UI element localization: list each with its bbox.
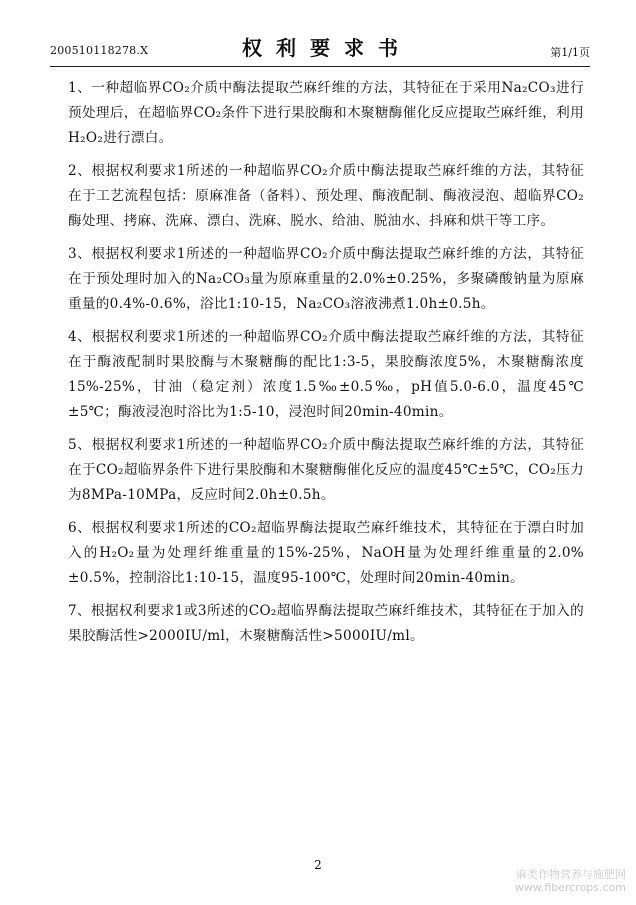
page-label: 第1/1页: [550, 46, 590, 59]
claim-5: 5、根据权利要求1所述的一种超临界CO₂介质中酶法提取苎麻纤维的方法，其特征在于CO₂超临界条件下进行果胶酶和木聚糖酶催化反应的温度45℃±5℃，CO₂压力为8MPa-10MPa，反应时间2.0h±0.5h。: [68, 437, 584, 503]
claim-4: 4、根据权利要求1所述的一种超临界CO₂介质中酶法提取苎麻纤维的方法，其特征在于酶液配制时果胶酶与木聚糖酶的配比1:3-5，果胶酶浓度5%，木聚糖酶浓度15%-25%，甘油（稳定剂）浓度1.5‰±0.5‰，pH值5.0-6.0，温度45℃±5℃；酶液浸泡时浴比为1:5-10，浸泡时间20min-40min。: [68, 329, 584, 420]
claim-6: 6、根据权利要求1所述的CO₂超临界酶法提取苎麻纤维技术，其特征在于漂白时加入的H₂O₂量为处理纤维重量的15%-25%，NaOH量为处理纤维重量的2.0%±0.5%，控制浴比1:10-15，温度95-100℃，处理时间20min-40min。: [68, 520, 584, 586]
claim-2: 2、根据权利要求1所述的一种超临界CO₂介质中酶法提取苎麻纤维的方法，其特征在于工艺流程包括：原麻准备（备料）、预处理、酶液配制、酶液浸泡、超临界CO₂酶处理、拷麻、洗麻、漂白、洗麻、脱水、给油、脱油水、抖麻和烘干等工序。: [68, 163, 584, 229]
document-header: [50, 22, 590, 66]
claim-1: 1、一种超临界CO₂介质中酶法提取苎麻纤维的方法，其特征在于采用Na₂CO₃进行预处理后，在超临界CO₂条件下进行果胶酶和木聚糖酶催化反应提取苎麻纤维，利用H₂O₂进行漂白。: [68, 80, 584, 146]
application-number: 200510118278.X: [50, 44, 149, 57]
document-title: 权利要求书: [242, 36, 412, 60]
claim-7: 7、根据权利要求1或3所述的CO₂超临界酶法提取苎麻纤维技术，其特征在于加入的果胶酶活性>2000IU/ml，木聚糖酶活性>5000IU/ml。: [68, 603, 584, 644]
claims-body: [68, 76, 584, 657]
page-number: 2: [314, 858, 322, 872]
claim-3: 3、根据权利要求1所述的一种超临界CO₂介质中酶法提取苎麻纤维的方法，其特征在于预处理时加入的Na₂CO₃量为原麻重量的2.0%±0.25%，多聚磷酸钠量为原麻重量的0.4%-0.6%，浴比1:10-15，Na₂CO₃溶液沸煮1.0h±0.5h。: [68, 246, 584, 312]
watermark-line-2: www.fibercrops.com: [514, 881, 626, 894]
watermark-line-1: 麻类作物营养与施肥网: [516, 868, 626, 881]
site-watermark: [515, 868, 626, 894]
header-rule: [50, 66, 590, 67]
